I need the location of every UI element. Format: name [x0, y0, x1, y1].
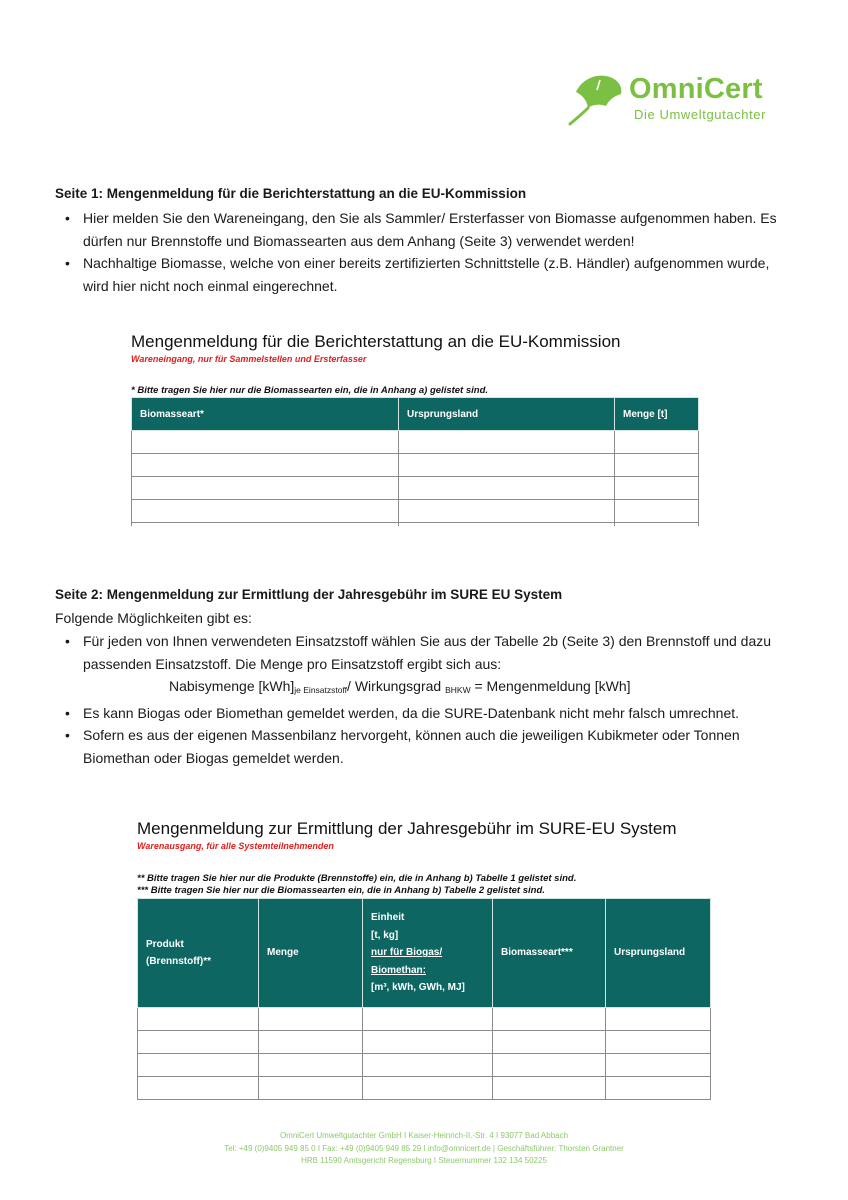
header-line: Produkt: [146, 938, 184, 950]
table-cell[interactable]: [138, 1077, 259, 1100]
table-cell[interactable]: [363, 1054, 493, 1077]
header-line: Einheit: [371, 912, 405, 924]
formula-part: / Wirkungsgrad: [347, 678, 446, 694]
table-cell[interactable]: [138, 1031, 259, 1054]
section2-bullet: [55, 630, 795, 702]
table1-header-row: [132, 398, 699, 431]
formula: [83, 675, 795, 702]
section2-bullet: • Sofern es aus der eigenen Massenbilanz hervorgeht, können auch die jeweiligen Kubikmeter oder Tonnen Biomethan oder Biogas gemeldet werden.: [55, 724, 795, 769]
table-cell[interactable]: [259, 1077, 363, 1100]
table-cell[interactable]: [493, 1008, 606, 1031]
table1: [131, 397, 699, 526]
table-cell[interactable]: [363, 1031, 493, 1054]
table2-header-row: [138, 899, 711, 1008]
section2-title: Seite 2: Mengenmeldung zur Ermittlung der Jahresgebühr im SURE EU System: [55, 587, 563, 602]
table-cell[interactable]: [606, 1031, 711, 1054]
col-header-produkt: [138, 899, 259, 1008]
table-row: [138, 1008, 711, 1031]
table-cell[interactable]: [363, 1077, 493, 1100]
logo-name: OmniCert: [629, 73, 763, 105]
table1-note: * Bitte tragen Sie hier nur die Biomassearten ein, die in Anhang a) gelistet sind.: [131, 385, 489, 396]
ginkgo-leaf-icon: [566, 70, 630, 126]
table-row: [138, 1054, 711, 1077]
table-row: [132, 454, 699, 477]
table-cell[interactable]: [259, 1031, 363, 1054]
table-cell[interactable]: [138, 1008, 259, 1031]
footer-line: HRB 11590 Amtsgericht Regensburg I Steuernummer 132 134 50225: [301, 1156, 547, 1165]
table-cell[interactable]: [399, 454, 615, 477]
header-line: [t, kg]: [371, 929, 399, 941]
table-row: [138, 1077, 711, 1100]
table-cell[interactable]: [615, 477, 699, 500]
table2-note-2: *** Bitte tragen Sie hier nur die Biomassearten ein, die in Anhang b) Tabelle 2 gelistet sind.: [137, 885, 545, 896]
section1-title: Seite 1: Mengenmeldung für die Berichterstattung an die EU-Kommission: [55, 186, 527, 201]
table1-title: Mengenmeldung für die Berichterstattung an die EU-Kommission: [131, 332, 621, 351]
table-cell[interactable]: [399, 477, 615, 500]
table-cell: [132, 523, 399, 527]
logo-tagline: Die Umweltgutachter: [634, 107, 767, 122]
table-cell: [399, 523, 615, 527]
table-cell[interactable]: [493, 1031, 606, 1054]
table-row: [132, 477, 699, 500]
header-line: Biomethan:: [371, 964, 426, 976]
col-header-biomasseart: Biomasseart***: [493, 899, 606, 1008]
footer: [0, 1130, 848, 1168]
table-cell[interactable]: [399, 500, 615, 523]
section1-bullets: [55, 207, 795, 297]
formula-subscript: BHKW: [445, 685, 471, 695]
table2: [137, 898, 711, 1100]
table-cell[interactable]: [606, 1008, 711, 1031]
table-cell[interactable]: [132, 431, 399, 454]
table1-subtitle: Wareneingang, nur für Sammelstellen und Ersterfasser: [131, 354, 367, 364]
col-header-einheit: [363, 899, 493, 1008]
section2-bullets: [55, 630, 795, 769]
section2-intro: Folgende Möglichkeiten gibt es:: [55, 610, 252, 626]
col-header-biomasseart: Biomasseart*: [132, 398, 399, 431]
formula-subscript: je Einsatzstoff: [294, 685, 348, 695]
footer-line: Tel: +49 (0)9405 949 85 0 I Fax: +49 (0)9405 949 85 29 I info@omnicert.de | Geschäftsführer: Thorsten Grantner: [224, 1143, 624, 1153]
section2-bullet: • Es kann Biogas oder Biomethan gemeldet werden, da die SURE-Datenbank nicht mehr falsch umrechnet.: [55, 702, 795, 725]
table-cell[interactable]: [493, 1054, 606, 1077]
section1-bullet: • Hier melden Sie den Wareneingang, den Sie als Sammler/ Ersterfasser von Biomasse aufgenommen haben. Es dürfen nur Brennstoffe und Biomassearten aus dem Anhang (Seite 3) verwendet werden!: [55, 207, 795, 252]
col-header-ursprungsland: Ursprungsland: [399, 398, 615, 431]
table-cell[interactable]: [606, 1054, 711, 1077]
table-cell[interactable]: [615, 431, 699, 454]
omnicert-logo: [566, 70, 796, 130]
table-cell[interactable]: [606, 1077, 711, 1100]
col-header-menge: Menge: [259, 899, 363, 1008]
col-header-ursprungsland: Ursprungsland: [606, 899, 711, 1008]
table-cell[interactable]: [615, 500, 699, 523]
table-row: [132, 523, 699, 527]
section2-bullet-text: Für jeden von Ihnen verwendeten Einsatzstoff wählen Sie aus der Tabelle 2b (Seite 3) den Brennstoff und dazu passenden Einsatzstoff. Die Menge pro Einsatzstoff ergibt sich aus:: [83, 633, 772, 672]
table-cell[interactable]: [399, 431, 615, 454]
formula-part: = Mengenmeldung [kWh]: [470, 678, 631, 694]
header-line: [m³, kWh, GWh, MJ]: [371, 982, 465, 994]
table-cell[interactable]: [138, 1054, 259, 1077]
table-cell[interactable]: [363, 1008, 493, 1031]
table2-title: Mengenmeldung zur Ermittlung der Jahresgebühr im SURE-EU System: [137, 819, 677, 838]
section1-bullet: • Nachhaltige Biomasse, welche von einer bereits zertifizierten Schnittstelle (z.B. Händler) aufgenommen wurde, wird hier nicht noch einmal eingerechnet.: [55, 252, 795, 297]
table-cell[interactable]: [615, 454, 699, 477]
table-row: [132, 431, 699, 454]
table2-subtitle: Warenausgang, für alle Systemteilnehmenden: [137, 841, 334, 851]
table-cell[interactable]: [132, 477, 399, 500]
header-line: (Brennstoff)**: [146, 956, 211, 967]
footer-line: OmniCert Umweltgutachter GmbH I Kaiser-Heinrich-II.-Str. 4 I 93077 Bad Abbach: [279, 1131, 569, 1140]
formula-part: Nabisymenge [kWh]: [169, 678, 295, 694]
table-cell: [615, 523, 699, 527]
table-cell[interactable]: [259, 1008, 363, 1031]
table-cell[interactable]: [259, 1054, 363, 1077]
table-cell[interactable]: [132, 500, 399, 523]
col-header-menge: Menge [t]: [615, 398, 699, 431]
table-row: [132, 500, 699, 523]
table-cell[interactable]: [132, 454, 399, 477]
header-line: nur für Biogas/: [371, 947, 443, 959]
table-cell[interactable]: [493, 1077, 606, 1100]
table-row: [138, 1031, 711, 1054]
table2-note-1: ** Bitte tragen Sie hier nur die Produkte (Brennstoffe) ein, die in Anhang b) Tabelle 1 gelistet sind.: [137, 873, 577, 884]
